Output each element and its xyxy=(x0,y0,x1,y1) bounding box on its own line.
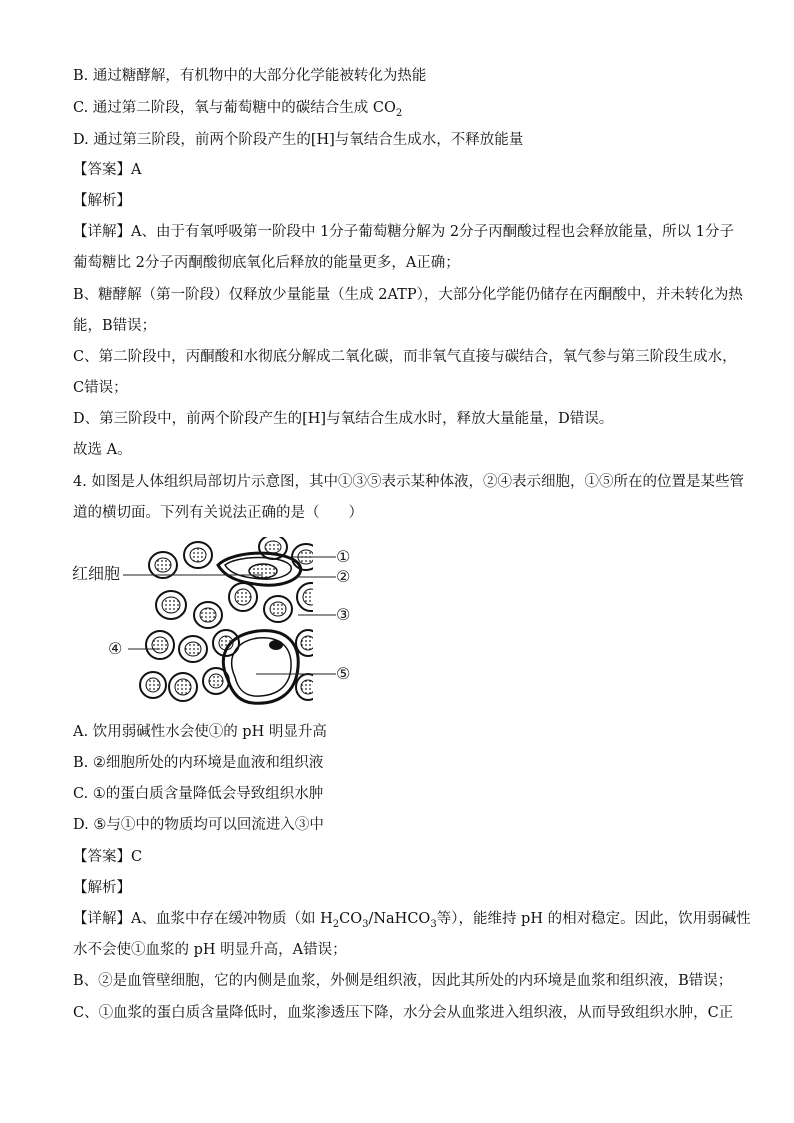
option-d-q4: D. ⑤与①中的物质均可以回流进入③中 xyxy=(73,817,324,833)
option-b-text: B. 通过糖酵解，有机物中的大部分化学能被转化为热能 xyxy=(73,68,427,84)
detail-q4-line-2: 水不会使①血浆的 pH 明显升高，A错误； xyxy=(73,942,347,958)
option-a-q4: A. 饮用弱碱性水会使①的 pH 明显升高 xyxy=(73,724,327,740)
question-4-line-1: 4. 如图是人体组织局部切片示意图，其中①③⑤表示某种体液，②④表示细胞，①⑤所在的位置是某些管 xyxy=(73,474,744,490)
question-4-line-2: 道的横切面。下列有关说法正确的是（ ） xyxy=(73,505,363,521)
detail-q4-line-3: B、②是血管壁细胞，它的内侧是血浆，外侧是组织液，因此其所处的内环境是血浆和组织液，B错误； xyxy=(73,973,733,989)
option-d-text: D. 通过第三阶段，前两个阶段产生的[H]与氧结合生成水，不释放能量 xyxy=(73,132,524,148)
label-2: ② xyxy=(336,567,351,586)
detail-line-1: 【详解】A、由于有氧呼吸第一阶段中 1分子葡萄糖分解为 2分子丙酮酸过程也会释放能量，所以 1分子 xyxy=(73,224,734,240)
answer-label-q4: 【答案】C xyxy=(73,849,143,865)
label-3: ③ xyxy=(336,605,351,624)
detail-line-6: C错误； xyxy=(73,380,128,396)
detail-q4-line-1: 【详解】A、血浆中存在缓冲物质（如 $H_2CO_3/NaHCO_3$等），能维持 pH 的相对稳定。因此，饮用弱碱性 xyxy=(73,911,751,930)
analysis-label-q4: 【解析】 xyxy=(73,880,131,896)
label-1: ① xyxy=(336,547,351,566)
detail-line-5: C、第二阶段中，丙酮酸和水彻底分解成二氧化碳，而非氧气直接与碳结合，氧气参与第三阶段生成水， xyxy=(73,349,737,365)
label-5: ⑤ xyxy=(336,664,351,683)
label-red-blood-cell: 红细胞 xyxy=(72,564,121,583)
detail-line-2: 葡萄糖比 2分子丙酮酸彻底氧化后释放的能量更多，A正确； xyxy=(73,255,460,271)
tissue-diagram xyxy=(68,535,368,715)
detail-line-8: 故选 A。 xyxy=(73,442,132,458)
detail-line-4: 能，B错误； xyxy=(73,318,157,334)
answer-label: 【答案】A xyxy=(73,162,142,178)
label-4: ④ xyxy=(108,639,123,658)
tissue-section-figure xyxy=(68,535,368,715)
detail-line-7: D、第三阶段中，前两个阶段产生的[H]与氧结合生成水时，释放大量能量，D错误。 xyxy=(73,411,614,427)
red-blood-cell xyxy=(249,564,277,578)
analysis-label: 【解析】 xyxy=(73,193,131,209)
detail-q4-line-4: C、①血浆的蛋白质含量降低时，血浆渗透压下降，水分会从血浆进入组织液，从而导致组织水肿，C正 xyxy=(73,1005,734,1021)
detail-line-3: B、糖酵解（第一阶段）仅释放少量能量（生成 2ATP），大部分化学能仍储存在丙酮酸中，并未转化为热 xyxy=(73,287,743,303)
option-c-q4: C. ①的蛋白质含量降低会导致组织水肿 xyxy=(73,786,324,802)
option-c-text: C. 通过第二阶段，氧与葡萄糖中的碳结合生成 $CO_2$ xyxy=(73,100,403,119)
option-b-q4: B. ②细胞所处的内环境是血液和组织液 xyxy=(73,755,324,771)
